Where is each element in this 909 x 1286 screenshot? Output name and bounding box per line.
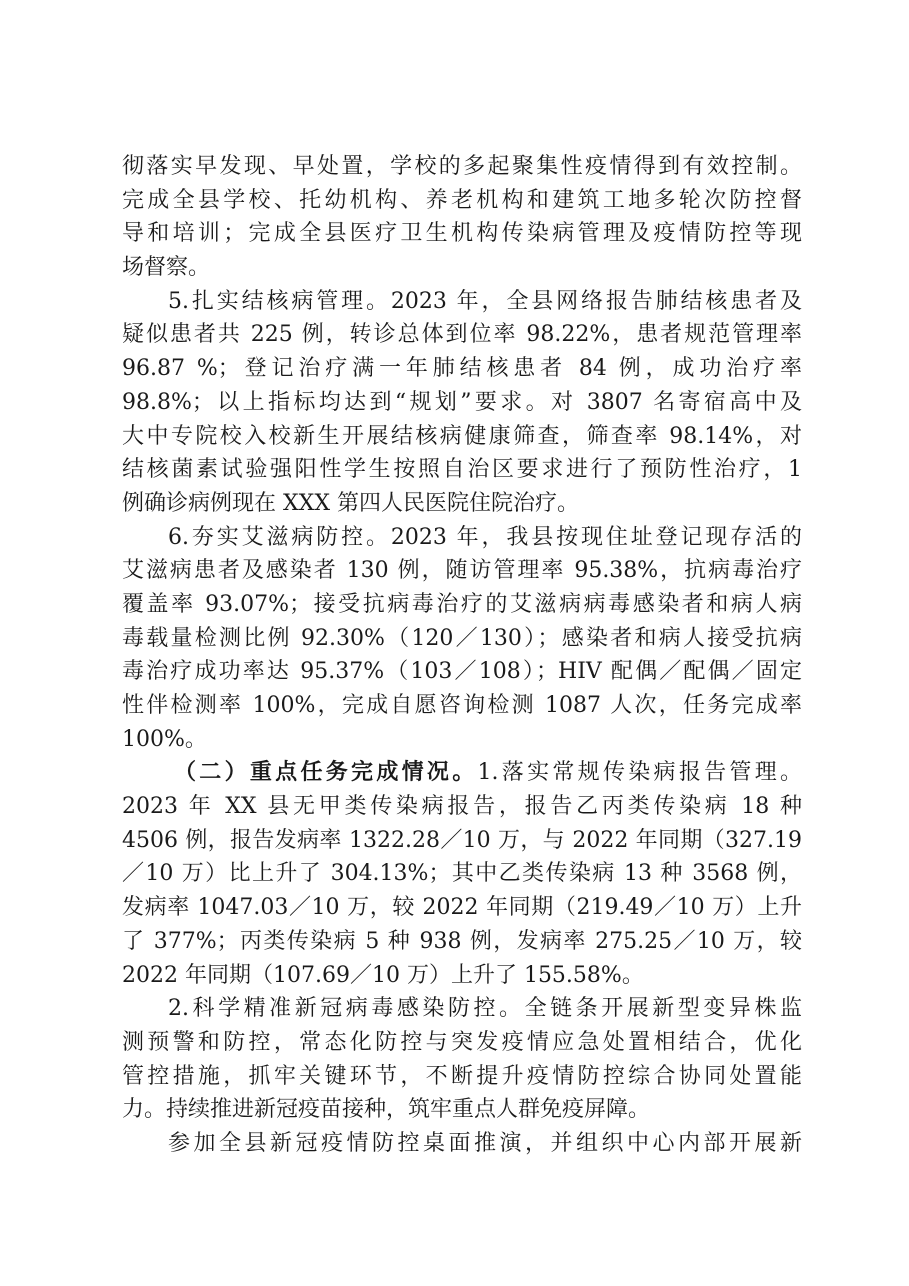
text-line: 疑似患者共 225 例，转诊总体到位率 98.22%，患者规范管理率 (122, 322, 802, 348)
text-line: 发病率 1047.03／10 万，较 2022 年同期（219.49／10 万）上升 (122, 895, 802, 921)
section-heading: （二）重点任务完成情况。 (174, 759, 478, 786)
text-line: 覆盖率 93.07%；接受抗病毒治疗的艾滋病病毒感染者和病人病 (122, 591, 802, 617)
text-line: 力。持续推进新冠疫苗接种，筑牢重点人群免疫屏障。 (122, 1097, 651, 1123)
subsection-1-title: 1.落实常规传染病报告管理。 (477, 760, 802, 786)
text-line: 完成全县学校、托幼机构、养老机构和建筑工地多轮次防控督 (122, 187, 802, 213)
text-line: 艾滋病患者及感染者 130 例，随访管理率 95.38%，抗病毒治疗 (122, 558, 802, 584)
text-line: 性伴检测率 100%，完成自愿咨询检测 1087 人次，任务完成率 (122, 693, 802, 718)
text-line: 4506 例，报告发病率 1322.28／10 万，与 2022 年同期（327.19 (122, 827, 802, 853)
text-line: 结核菌素试验强阳性学生按照自治区要求进行了预防性治疗，1 (122, 457, 802, 483)
text-line: 测预警和防控，常态化防控与突发疫情应急处置相结合，优化 (122, 1029, 802, 1055)
text-line: 场督察。 (122, 255, 211, 281)
text-line: 了 377%；丙类传染病 5 种 938 例，发病率 275.25／10 万，较 (122, 928, 802, 954)
text-line: 2022 年同期（107.69／10 万）上升了 155.58%。 (122, 962, 644, 988)
text-line: 毒治疗成功率达 95.37%（103／108）；HIV 配偶／配偶／固定 (122, 659, 802, 685)
subsection-2-first-line: 2.科学精准新冠病毒感染防控。全链条开展新型变异株监 (168, 996, 802, 1022)
text-line: 98.8%；以上指标均达到“规划”要求。对 3807 名寄宿高中及 (122, 389, 802, 415)
section-6-first-line: 6.夯实艾滋病防控。2023 年，我县按现住址登记现存活的 (168, 524, 802, 550)
text-line: 大中专院校入校新生开展结核病健康筛查，筛查率 98.14%，对 (122, 423, 802, 449)
text-line: 导和培训；完成全县医疗卫生机构传染病管理及疫情防控等现 (122, 221, 802, 247)
text-line: 2023 年 XX 县无甲类传染病报告，报告乙丙类传染病 18 种 (122, 794, 802, 820)
section-5-first-line: 5.扎实结核病管理。2023 年，全县网络报告肺结核患者及 (168, 288, 802, 314)
section-heading-line (122, 756, 802, 790)
paragraph-first-line: 参加全县新冠疫情防控桌面推演，并组织中心内部开展新 (168, 1130, 802, 1156)
text-line: 100%。 (122, 726, 207, 752)
text-line: ／10 万）比上升了 304.13%；其中乙类传染病 13 种 3568 例， (122, 861, 802, 887)
text-line: 管控措施，抓牢关键环节，不断提升疫情防控综合协同处置能 (122, 1063, 802, 1089)
text-line: 彻落实早发现、早处置，学校的多起聚集性疫情得到有效控制。 (122, 154, 802, 179)
text-line: 毒载量检测比例 92.30%（120／130）；感染者和病人接受抗病 (122, 625, 802, 651)
document-body (122, 150, 802, 1161)
text-line: 96.87 %；登记治疗满一年肺结核患者 84 例，成功治疗率 (122, 356, 802, 382)
text-line: 例确诊病例现在 XXX 第四人民医院住院治疗。 (122, 490, 579, 516)
